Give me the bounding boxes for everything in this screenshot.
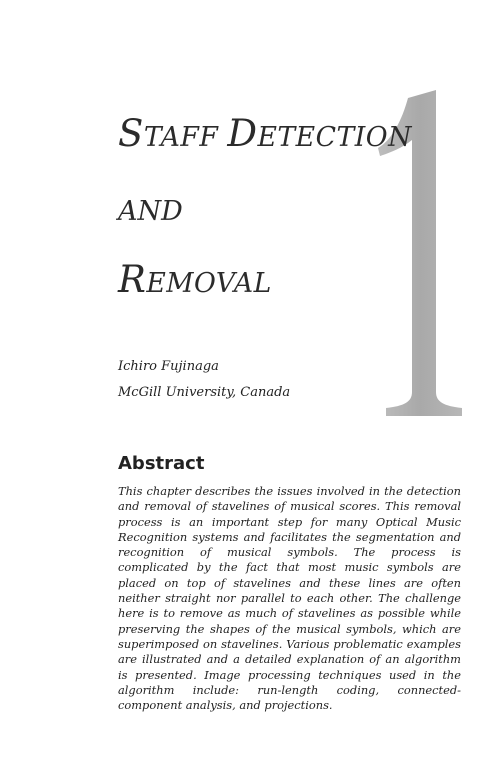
chapter-title-line-3: REMOVAL [118, 258, 272, 301]
author-affiliation: McGill University, Canada [118, 385, 291, 400]
chapter-title-line-2: AND [118, 196, 183, 227]
author-block [118, 354, 290, 406]
abstract-body: This chapter describes the issues involved in the detection and removal of stavelines of musical scores. This removal process is an important step for many Optical Music Recognition systems and facilitates the segmentation and recognition of musical symbols. The process is complicated by the fact that most music symbols are placed on top of stavelines and these lines are often neither straight nor parallel to each other. The challenge here is to remove as much of stavelines as possible while preserving the shapes of the musical symbols, which are superimposed on stavelines. Various problematic examples are illustrated and a detailed explanation of an algorithm is presented. Image processing techniques used in the algorithm include: run-length coding, connected-component analysis, and projections. [118, 484, 461, 713]
abstract-heading: Abstract [118, 453, 205, 474]
author-name: Ichiro Fujinaga [118, 359, 219, 374]
chapter-title-line-1: STAFF DETECTION [118, 112, 412, 155]
